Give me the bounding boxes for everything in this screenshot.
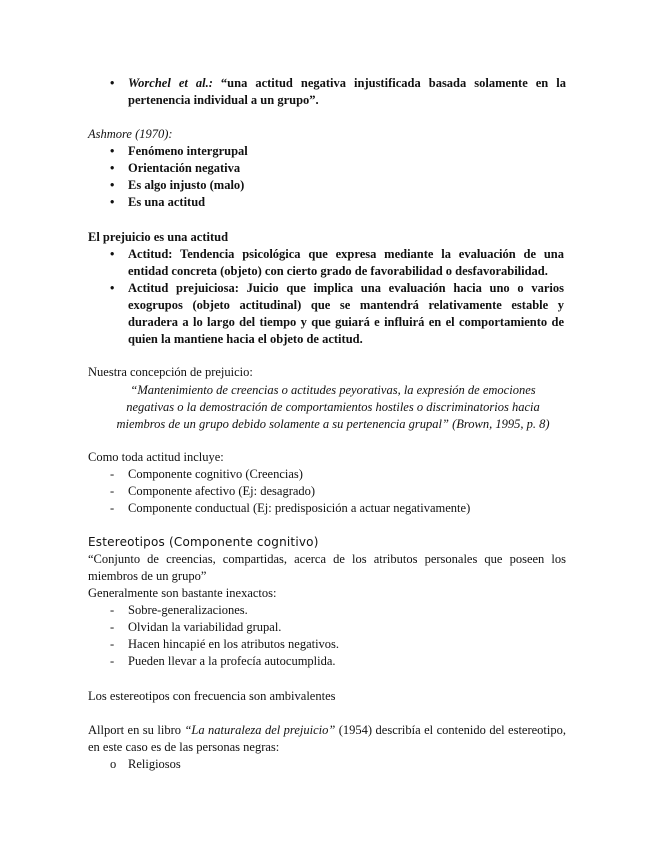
list-item: - Componente afectivo (Ej: desagrado) (88, 483, 566, 500)
list-item: - Componente conductual (Ej: predisposición a actuar negativamente) (88, 500, 566, 517)
item2-f: relativamente estable y duradera (128, 298, 564, 329)
ambivalentes-text: Los estereotipos con frecuencia son ambivalentes (88, 689, 336, 703)
item2-h: guiará e influirá en el comportamiento (335, 315, 548, 329)
ashmore-list (88, 143, 566, 211)
item2-b: evaluación (388, 281, 446, 295)
list-item: - Pueden llevar a la profecía autocumplida. (88, 653, 566, 670)
item2-e: (objeto actitudinal) que se mantendrá (182, 298, 429, 312)
componentes-intro: Como toda actitud incluye: (88, 450, 224, 464)
prejuicio-list (88, 246, 566, 348)
concepcion-section (88, 364, 566, 433)
ambivalentes-section (88, 688, 566, 705)
allport-post: (1954) describía el contenido del estereotipo, en este caso es de las personas negras: (88, 723, 567, 754)
item2-a: Actitud prejuiciosa: Juicio que implica una (128, 281, 389, 295)
worchel-author: Worchel et al.: (128, 76, 213, 90)
list-item: - Olvidan la variabilidad grupal. (88, 619, 566, 636)
list-item: - Componente cognitivo (Creencias) (88, 466, 566, 483)
item1-pre: Actitud: Tendencia psicológica que expresa mediante la (128, 247, 459, 261)
estereotipos-intro: Generalmente son bastante inexactos: (88, 586, 277, 600)
worchel-text-pre: “una actitud negativa (212, 76, 355, 90)
allport-pre: Allport en su libro (88, 723, 185, 737)
estereotipos-section (88, 534, 566, 670)
concepcion-intro: Nuestra concepción de prejuicio: (88, 365, 253, 379)
componentes-list (88, 466, 566, 517)
list-item: • Es algo injusto (malo) (88, 177, 566, 194)
estereotipos-heading: Estereotipos (Componente cognitivo) (88, 535, 319, 549)
item2-i: de quien la mantiene hacia el objeto de actitud. (128, 315, 564, 346)
worchel-section (88, 75, 566, 109)
list-item: - Sobre-generalizaciones. (88, 602, 566, 619)
ashmore-section (88, 126, 566, 211)
allport-text (88, 722, 566, 756)
list-item: • Fenómeno intergrupal (88, 143, 566, 160)
ashmore-heading: Ashmore (1970): (88, 127, 173, 141)
actitud-item (88, 246, 566, 280)
allport-list (88, 756, 566, 773)
list-item: o Religiosos (88, 756, 566, 773)
actitud-prejuiciosa-item (88, 280, 566, 348)
allport-book-title: “La naturaleza del prejuicio” (184, 723, 336, 737)
item1-bold: evaluación (458, 247, 516, 261)
list-item-bold: • Es una actitud (88, 194, 566, 211)
list-item: • Orientación negativa (88, 160, 566, 177)
componentes-section (88, 449, 566, 517)
item2-d: exogrupos (128, 298, 183, 312)
allport-section (88, 722, 566, 773)
list-item: - Hacen hincapié en los atributos negativos. (88, 636, 566, 653)
item2-g: a lo largo del tiempo y que (178, 315, 336, 329)
prejuicio-section (88, 229, 566, 348)
prejuicio-heading: El prejuicio es una actitud (88, 230, 229, 244)
item1-post: de una entidad concreta (objeto) con cierto grado de favorabilidad o desfavorabilidad. (128, 247, 564, 278)
worchel-text-post: basada solamente en la pertenencia individual a un grupo”. (128, 76, 567, 107)
estereotipos-definition: “Conjunto de creencias, compartidas, acerca de los atributos personales que poseen los miembros de un grupo” (88, 552, 566, 583)
concepcion-quote: “Mantenimiento de creencias o actitudes peyorativas, la expresión de emociones negativas o la demostración de comportamientos hostiles o discriminatorios hacia miembros de un grupo debido solamente a su pertenencia grupal” (Brown, 1995, p. 8) (116, 383, 550, 431)
worchel-definition (88, 75, 566, 109)
item2-c: hacia uno o varios (445, 281, 564, 295)
worchel-bold: injustificada (354, 76, 421, 90)
inexactos-list (88, 602, 566, 670)
